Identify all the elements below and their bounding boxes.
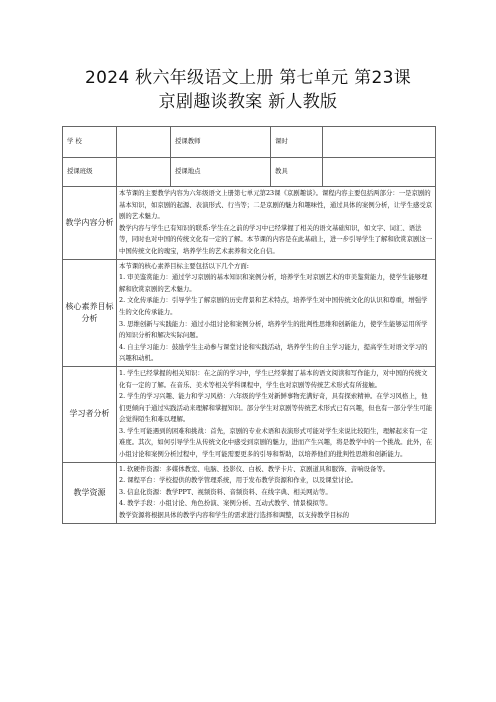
lesson-plan-table [62,126,436,524]
goals-paragraph: 1. 审美鉴赏能力：通过学习京剧的基本知识和案例分析，培养学生对京剧艺术的审美鉴赏能力，使学生能够理解和欣赏京剧的艺术魅力。 [119,273,428,293]
section-row-goals [63,259,436,366]
content-paragraph: 本节课的主要教学内容为六年级语文上册第七单元第23课《京剧趣谈》。课程内容主要包括两部分：一是京剧的基本知识，如京剧的起源、表演形式、行当等；二是京剧的魅力和趣味性，通过具体的案例分析，让学生感受京剧的艺术魅力。 [119,189,433,221]
hours-value [323,127,436,158]
section-body-resources [117,462,436,523]
class-label: 授课班级 [63,158,117,187]
school-label: 学 校 [63,127,117,158]
title-line-2: 京剧趣谈教案 新人教版 [158,92,338,112]
learners-paragraph: 2. 学生的学习兴趣、能力和学习风格：六年级的学生对新鲜事物充满好奇，具有探索精神。在学习风格上，他们更倾向于通过实践活动来理解和掌握知识。部分学生对京剧等传统艺术形式已有兴趣，但也有一部分学生可能会觉得陌生和难以理解。 [119,392,433,424]
resources-paragraph: 1. 软硬件资源：多媒体教室、电脑、投影仪、白板、教学卡片、京剧道具和服饰、音响设备等。 [119,464,390,473]
section-body-goals [117,259,436,366]
content-paragraph: 教学内容与学生已有知识的联系:学生在之前的学习中已经掌握了相关的语文基础知识，如文字、词汇、语法等，同时也对中国的传统文化有一定的了解。本节课的内容是在此基础上，进一步引导学生了解和欣赏京剧这一中国传统文化的瑰宝，培养学生的艺术素养和文化自信。 [119,223,433,255]
goals-paragraph: 3. 思维创新与实践能力：通过小组讨论和案例分析，培养学生的批判性思维和创新能力，使学生能够运用所学的知识分析和解决实际问题。 [119,319,428,340]
section-row-resources [63,462,436,523]
school-value [117,127,171,158]
section-label-goals: 核心素养目标分析 [63,259,117,366]
hours-label: 课时 [271,127,323,158]
classroom-label: 教具 [271,158,323,187]
resources-paragraph: 2. 课程平台：学校提供的教学管理系统，用于发布教学资源和作业，以及课堂讨论。 [119,476,358,485]
resources-paragraph: 4. 教学手段：小组讨论、角色扮演、案例分析、互动式教学、情景模拟等。 [119,499,332,508]
resources-paragraph: 教学资源将根据具体的教学内容和学生的需求进行选择和调整，以支持教学目标的 [119,511,350,520]
goals-paragraph: 本节课的核心素养目标主要包括以下几个方面: [119,261,249,270]
section-row-learners [63,366,436,462]
location-label: 授课地点 [171,158,271,187]
section-label-learners: 学习者分析 [63,366,117,462]
header-row-2 [63,158,436,187]
section-row-content [63,187,436,260]
section-label-content: 教学内容分析 [63,187,117,260]
section-body-learners [117,366,436,462]
teacher-label: 授课教师 [171,127,271,158]
goals-paragraph: 4. 自主学习能力：鼓励学生主动参与课堂讨论和实践活动，培养学生的自主学习能力，提高学生对语文学习的兴趣和动机。 [119,342,428,363]
section-label-resources: 教学资源 [63,462,117,523]
goals-paragraph: 2. 文化传承能力：引导学生了解京剧的历史背景和艺术特点，培养学生对中国传统文化的认识和尊重，增强学生的文化传承能力。 [119,296,428,316]
classroom-value [323,158,436,187]
resources-paragraph: 3. 信息化资源：教学PPT、视频资料、音频资料、在线字典、相关网站等。 [119,487,332,496]
document-title [60,66,436,114]
title-line-1: 2024 秋六年级语文上册 第七单元 第23课 [84,68,411,88]
header-row-1 [63,127,436,158]
section-body-content [117,187,436,260]
learners-paragraph: 1. 学生已经掌握的相关知识：在之前的学习中，学生已经掌握了基本的语文阅读和写作能力，对中国的传统文化有一定的了解。在音乐、美术等相关学科课程中，学生也对京剧等传统艺术形式有所接触。 [119,368,428,389]
learners-paragraph: 3. 学生可能遇到的困难和挑战：首先，京剧的专业术语和表演形式可能对学生来说比较陌生，理解起来有一定难度。其次，如何引导学生从传统文化中感受到京剧的魅力，进而产生兴趣，将是教学中的一个挑战。此外，在小组讨论和案例分析过程中，学生可能需要更多的引导和帮助，以培养他们的批判性思维和创新能力。 [119,426,433,459]
class-value [117,158,171,187]
